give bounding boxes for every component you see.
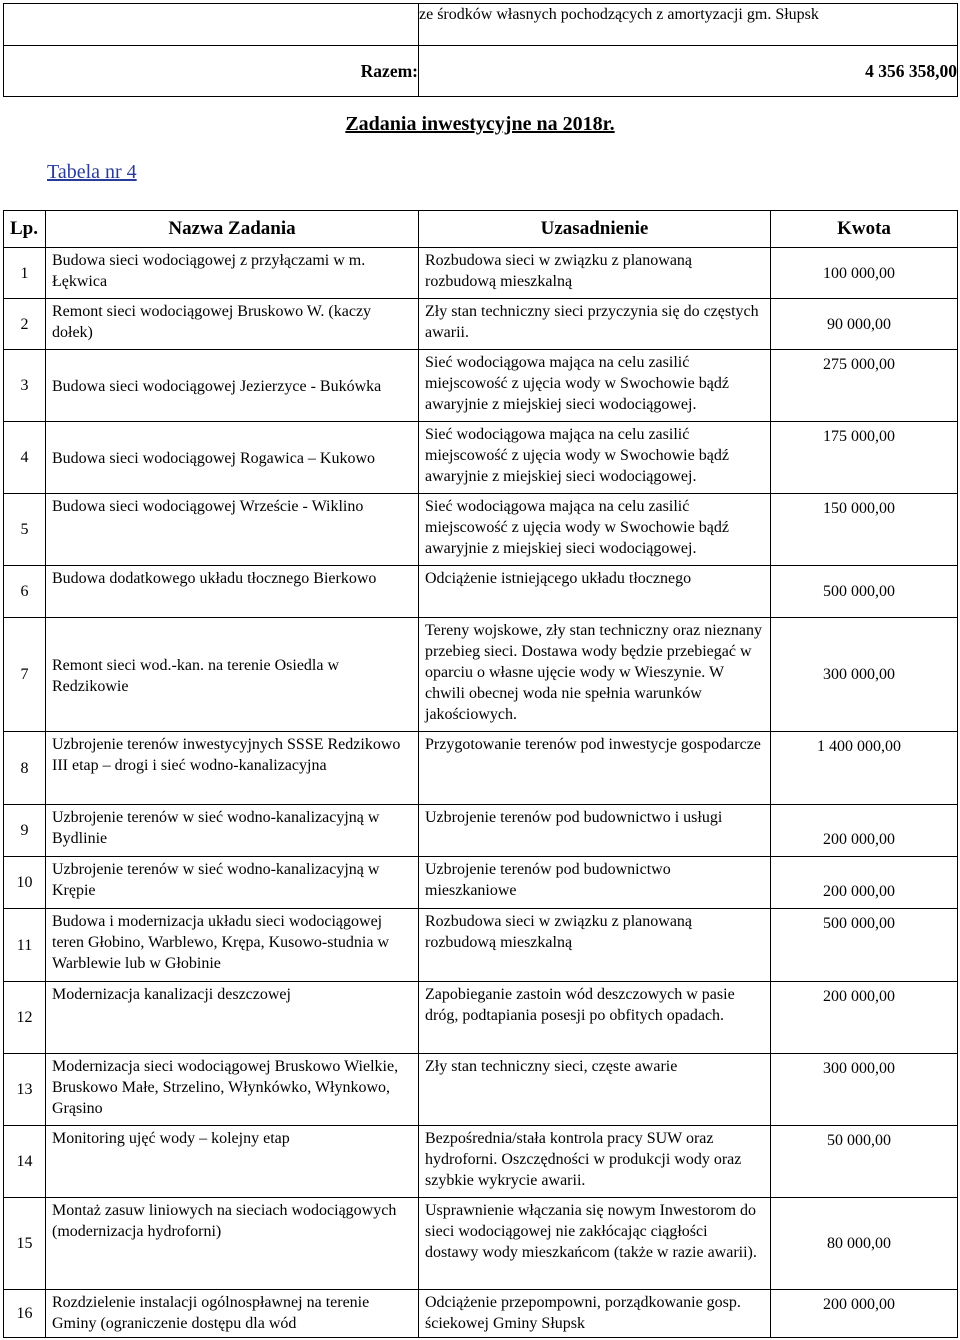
task-reason: Odciążenie przepompowni, porządkowanie gosp. ściekowej Gminy Słupsk [419,1290,771,1338]
table-row [4,1126,958,1198]
table-row [4,805,958,857]
column-header-lp: Lp. [4,211,46,248]
task-reason: Zły stan techniczny sieci przyczynia się do częstych awarii. [419,299,771,350]
task-name: Monitoring ujęć wody – kolejny etap [46,1126,419,1198]
task-reason: Zapobieganie zastoin wód deszczowych w pasie dróg, podtapiania posesji po obfitych opadach. [419,982,771,1054]
task-name: Modernizacja kanalizacji deszczowej [46,982,419,1054]
razem-value: 4 356 358,00 [419,46,958,97]
row-number: 6 [4,566,46,618]
table-row [4,732,958,805]
task-amount: 200 000,00 [771,982,958,1054]
table-row [4,350,958,422]
table-row [4,982,958,1054]
row-number: 3 [4,350,46,422]
table-label: Tabela nr 4 [47,161,137,183]
table-row [4,248,958,299]
task-amount: 275 000,00 [771,350,958,422]
task-amount: 200 000,00 [771,805,958,857]
task-name: Uzbrojenie terenów w sieć wodno-kanalizacyjną w Bydlinie [46,805,419,857]
table-row [4,618,958,732]
table-row [4,566,958,618]
task-amount: 50 000,00 [771,1126,958,1198]
funding-source-note: ze środków własnych pochodzących z amortyzacji gm. Słupsk [419,4,958,46]
task-reason: Usprawnienie włączania się nowym Inwestorom do sieci wodociągowej nie zakłócając ciągłości dostawy wody mieszkańcom (także w razie awarii). [419,1198,771,1290]
row-number: 13 [4,1054,46,1126]
task-reason: Sieć wodociągowa mająca na celu zasilić miejscowość z ujęcia wody w Swochowie bądź awaryjnie z miejskiej sieci wodociągowej. [419,350,771,422]
task-name: Uzbrojenie terenów inwestycyjnych SSSE Redzikowo III etap – drogi i sieć wodno-kanalizacyjna [46,732,419,805]
task-reason: Przygotowanie terenów pod inwestycje gospodarcze [419,732,771,805]
task-name: Remont sieci wod.-kan. na terenie Osiedla w Redzikowie [46,618,419,732]
table-row [4,422,958,494]
task-reason: Rozbudowa sieci w związku z planowaną rozbudową mieszkalną [419,248,771,299]
task-amount: 200 000,00 [771,857,958,909]
column-header-reason: Uzasadnienie [419,211,771,248]
task-reason: Odciążenie istniejącego układu tłocznego [419,566,771,618]
row-number: 5 [4,494,46,566]
task-amount: 150 000,00 [771,494,958,566]
task-name: Uzbrojenie terenów w sieć wodno-kanalizacyjną w Krępie [46,857,419,909]
task-name: Budowa sieci wodociągowej Wrzeście - Wiklino [46,494,419,566]
task-name: Modernizacja sieci wodociągowej Bruskowo Wielkie, Bruskowo Małe, Strzelino, Włynkówko, Włynkowo, Grąsino [46,1054,419,1126]
task-name: Budowa dodatkowego układu tłocznego Bierkowo [46,566,419,618]
task-reason: Rozbudowa sieci w związku z planowaną rozbudową mieszkalną [419,909,771,982]
task-amount: 90 000,00 [771,299,958,350]
row-number: 10 [4,857,46,909]
summary-table [3,3,958,97]
task-name: Budowa sieci wodociągowej z przyłączami w m. Łękwica [46,248,419,299]
row-number: 16 [4,1290,46,1338]
column-header-name: Nazwa Zadania [46,211,419,248]
row-number: 15 [4,1198,46,1290]
funding-source-row [4,4,958,46]
table-row [4,909,958,982]
task-amount: 175 000,00 [771,422,958,494]
task-reason: Sieć wodociągowa mająca na celu zasilić miejscowość z ujęcia wody w Swochowie bądź awaryjnie z miejskiej sieci wodociągowej. [419,494,771,566]
row-number: 4 [4,422,46,494]
task-name: Budowa i modernizacja układu sieci wodociągowej teren Głobino, Warblewo, Krępa, Kusowo-studnia w Warblewie lub w Głobinie [46,909,419,982]
task-amount: 100 000,00 [771,248,958,299]
razem-row [4,46,958,97]
row-number: 11 [4,909,46,982]
task-amount: 300 000,00 [771,1054,958,1126]
row-number: 8 [4,732,46,805]
task-name: Remont sieci wodociągowej Bruskowo W. (kaczy dołek) [46,299,419,350]
row-number: 9 [4,805,46,857]
task-name: Montaż zasuw liniowych na sieciach wodociągowych (modernizacja hydroforni) [46,1198,419,1290]
row-number: 7 [4,618,46,732]
table-header-row [4,211,958,248]
task-reason: Uzbrojenie terenów pod budownictwo mieszkaniowe [419,857,771,909]
row-number: 14 [4,1126,46,1198]
task-amount: 80 000,00 [771,1198,958,1290]
task-amount: 300 000,00 [771,618,958,732]
page-heading: Zadania inwestycyjne na 2018r. [345,113,615,135]
table-row [4,1198,958,1290]
table-row [4,494,958,566]
table-row [4,299,958,350]
investment-table [3,210,958,1338]
task-reason: Zły stan techniczny sieci, częste awarie [419,1054,771,1126]
table-row [4,1054,958,1126]
table-row [4,1290,958,1338]
table-row [4,857,958,909]
row-number: 12 [4,982,46,1054]
razem-label: Razem: [4,46,419,97]
row-number: 2 [4,299,46,350]
row-number: 1 [4,248,46,299]
empty-cell [4,4,419,46]
task-amount: 200 000,00 [771,1290,958,1338]
task-name: Rozdzielenie instalacji ogólnospławnej na terenie Gminy (ograniczenie dostępu dla wód [46,1290,419,1338]
task-name: Budowa sieci wodociągowej Jezierzyce - Bukówka [46,350,419,422]
task-reason: Bezpośrednia/stała kontrola pracy SUW oraz hydroforni. Oszczędności w produkcji wody oraz szybkie wykrycie awarii. [419,1126,771,1198]
task-name: Budowa sieci wodociągowej Rogawica – Kukowo [46,422,419,494]
task-reason: Sieć wodociągowa mająca na celu zasilić miejscowość z ujęcia wody w Swochowie bądź awaryjnie z miejskiej sieci wodociągowej. [419,422,771,494]
task-amount: 1 400 000,00 [771,732,958,805]
task-reason: Tereny wojskowe, zły stan techniczny oraz nieznany przebieg sieci. Dostawa wody będzie przebiegać w oparciu o własne ujęcie wody w Wieszynie. W chwili obecnej woda nie spełnia warunków jakościowych. [419,618,771,732]
task-amount: 500 000,00 [771,909,958,982]
task-reason: Uzbrojenie terenów pod budownictwo i usługi [419,805,771,857]
task-amount: 500 000,00 [771,566,958,618]
column-header-amount: Kwota [771,211,958,248]
